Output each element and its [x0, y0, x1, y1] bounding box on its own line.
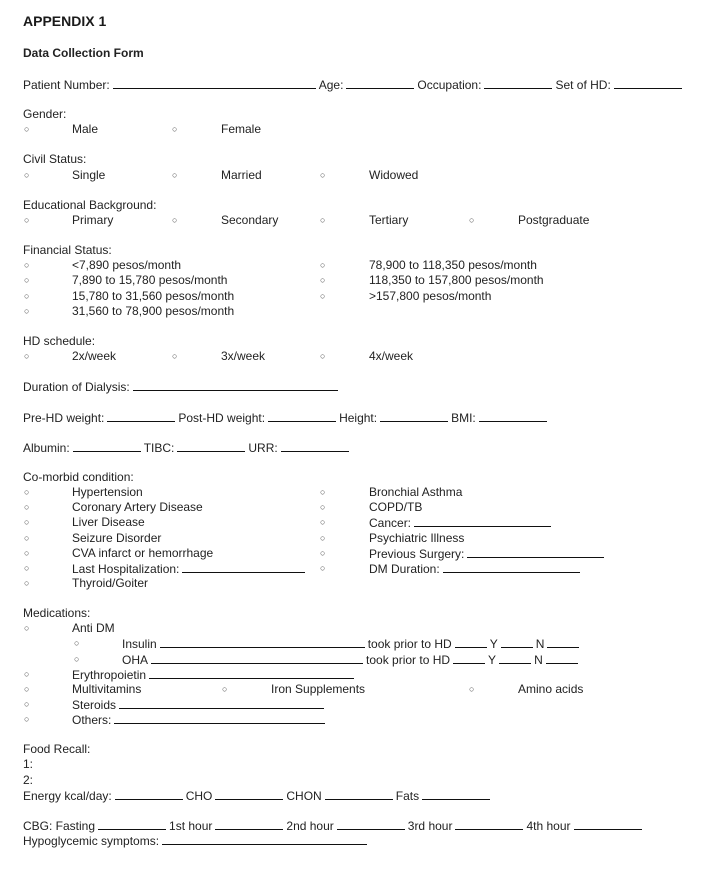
urr-field[interactable] [281, 440, 349, 452]
hour3-field[interactable] [455, 818, 523, 830]
check-surgery[interactable]: ○ [320, 548, 326, 558]
option-3x: 3x/week [221, 349, 266, 363]
option-copd: COPD/TB [369, 500, 423, 514]
check-copd[interactable]: ○ [320, 502, 326, 512]
option-fin-3: 15,780 to 31,560 pesos/month [72, 289, 235, 303]
bmi-label: BMI: [451, 411, 476, 425]
option-surgery: Previous Surgery: [369, 546, 607, 562]
cho-field[interactable] [215, 788, 283, 800]
check-thyroid[interactable]: ○ [24, 578, 30, 588]
age-field[interactable] [346, 77, 414, 89]
set-of-hd-label: Set of HD: [555, 78, 611, 92]
option-anti-dm: Anti DM [72, 621, 115, 635]
education-label: Educational Background: [23, 198, 157, 212]
check-cancer[interactable]: ○ [320, 517, 326, 527]
food-recall-label: Food Recall: [23, 742, 91, 756]
radio-male[interactable]: ○ [24, 124, 30, 134]
check-amino[interactable]: ○ [469, 684, 475, 694]
hour1-field[interactable] [215, 818, 283, 830]
patient-number-label: Patient Number: [23, 78, 110, 92]
radio-widowed[interactable]: ○ [320, 170, 326, 180]
energy-line: Energy kcal/day: CHO CHON Fats [23, 788, 493, 804]
tibc-label: TIBC: [143, 441, 175, 455]
option-married: Married [221, 168, 262, 182]
check-cva[interactable]: ○ [24, 548, 30, 558]
check-oha[interactable]: ○ [74, 654, 80, 664]
food-recall-1: 1: [23, 757, 34, 771]
radio-fin-7[interactable]: ○ [320, 291, 326, 301]
option-postgraduate: Postgraduate [518, 213, 590, 227]
option-iron: Iron Supplements [271, 682, 366, 696]
medications-label: Medications: [23, 606, 91, 620]
page-title: APPENDIX 1 [23, 13, 107, 29]
option-fin-7: >157,800 pesos/month [369, 289, 492, 303]
radio-married[interactable]: ○ [172, 170, 178, 180]
energy-field[interactable] [115, 788, 183, 800]
option-cva: CVA infarct or hemorrhage [72, 546, 214, 560]
option-last-hosp: Last Hospitalization: [72, 561, 308, 577]
check-erythropoietin[interactable]: ○ [24, 669, 30, 679]
radio-tertiary[interactable]: ○ [320, 215, 326, 225]
hd-schedule-label: HD schedule: [23, 334, 96, 348]
insulin-field[interactable] [160, 636, 365, 648]
insulin-prior-field[interactable] [455, 636, 487, 648]
pre-hd-field[interactable] [107, 410, 175, 422]
radio-fin-6[interactable]: ○ [320, 275, 326, 285]
check-anti-dm[interactable]: ○ [24, 623, 30, 633]
bmi-field[interactable] [479, 410, 547, 422]
radio-fin-2[interactable]: ○ [24, 275, 30, 285]
height-label: Height: [339, 411, 378, 425]
option-cancer: Cancer: [369, 515, 554, 531]
tibc-field[interactable] [177, 440, 245, 452]
albumin-field[interactable] [73, 440, 141, 452]
food-recall-2: 2: [23, 773, 34, 787]
financial-label: Financial Status: [23, 243, 112, 257]
radio-single[interactable]: ○ [24, 170, 30, 180]
urr-label: URR: [248, 441, 278, 455]
radio-secondary[interactable]: ○ [172, 215, 178, 225]
comorbid-label: Co-morbid condition: [23, 470, 134, 484]
option-fin-5: 78,900 to 118,350 pesos/month [369, 258, 537, 272]
radio-primary[interactable]: ○ [24, 215, 30, 225]
radio-fin-1[interactable]: ○ [24, 260, 30, 270]
labs-line [23, 440, 352, 456]
check-insulin[interactable]: ○ [74, 638, 80, 648]
option-female: Female [221, 122, 262, 136]
option-fin-2: 7,890 to 15,780 pesos/month [72, 273, 228, 287]
insulin-yes-field[interactable] [501, 636, 533, 648]
gender-label: Gender: [23, 107, 67, 121]
radio-2x[interactable]: ○ [24, 351, 30, 361]
hypo-field[interactable] [162, 833, 367, 845]
age-label: Age: [318, 78, 344, 92]
check-steroids[interactable]: ○ [24, 699, 30, 709]
option-thyroid: Thyroid/Goiter [72, 576, 149, 590]
check-psych[interactable]: ○ [320, 533, 326, 543]
post-hd-label: Post-HD weight: [178, 411, 266, 425]
check-dm-duration[interactable]: ○ [320, 563, 326, 573]
hypo-line: Hypoglycemic symptoms: [23, 833, 370, 849]
oha-prior-field[interactable] [453, 652, 485, 664]
others-field[interactable] [114, 712, 325, 724]
occupation-label: Occupation: [417, 78, 482, 92]
option-4x: 4x/week [369, 349, 414, 363]
option-multivitamins: Multivitamins [72, 682, 142, 696]
option-dm-duration: DM Duration: [369, 561, 583, 577]
measurements-line [23, 410, 550, 426]
radio-postgraduate[interactable]: ○ [469, 215, 475, 225]
duration-line [23, 379, 341, 395]
oha-line: OHA took prior to HD Y N [122, 652, 581, 668]
cancer-field[interactable] [414, 515, 551, 527]
fasting-field[interactable] [98, 818, 166, 830]
option-cad: Coronary Artery Disease [72, 500, 203, 514]
form-subtitle: Data Collection Form [23, 46, 144, 60]
duration-field[interactable] [133, 379, 338, 391]
duration-label: Duration of Dialysis: [23, 380, 130, 394]
option-fin-6: 118,350 to 157,800 pesos/month [369, 273, 544, 287]
occupation-field[interactable] [484, 77, 552, 89]
patient-number-field[interactable] [113, 77, 316, 89]
albumin-label: Albumin: [23, 441, 70, 455]
option-tertiary: Tertiary [369, 213, 409, 227]
option-single: Single [72, 168, 106, 182]
insulin-no-field[interactable] [547, 636, 579, 648]
option-fin-4: 31,560 to 78,900 pesos/month [72, 304, 235, 318]
check-seizure[interactable]: ○ [24, 533, 30, 543]
option-primary: Primary [72, 213, 114, 227]
patient-info-line [23, 77, 685, 93]
option-others: Others: [72, 712, 328, 728]
radio-fin-4[interactable]: ○ [24, 306, 30, 316]
option-amino: Amino acids [518, 682, 584, 696]
option-seizure: Seizure Disorder [72, 531, 162, 545]
fats-field[interactable] [422, 788, 490, 800]
option-liver: Liver Disease [72, 515, 145, 529]
dm-duration-field[interactable] [443, 561, 580, 573]
check-iron[interactable]: ○ [222, 684, 228, 694]
hour4-field[interactable] [574, 818, 642, 830]
chon-field[interactable] [325, 788, 393, 800]
check-others[interactable]: ○ [24, 714, 30, 724]
oha-field[interactable] [151, 652, 363, 664]
option-erythropoietin: Erythropoietin [72, 667, 357, 683]
cbg-line: CBG: Fasting 1st hour 2nd hour 3rd hour 4th hour [23, 818, 645, 834]
option-widowed: Widowed [369, 168, 419, 182]
last-hosp-field[interactable] [182, 561, 305, 573]
civil-status-label: Civil Status: [23, 152, 87, 166]
option-asthma: Bronchial Asthma [369, 485, 463, 499]
option-2x: 2x/week [72, 349, 117, 363]
insulin-line: Insulin took prior to HD Y N [122, 636, 582, 652]
option-male: Male [72, 122, 99, 136]
radio-3x[interactable]: ○ [172, 351, 178, 361]
option-fin-1: <7,890 pesos/month [72, 258, 182, 272]
option-psych: Psychiatric Illness [369, 531, 465, 545]
check-multivitamins[interactable]: ○ [24, 684, 30, 694]
hour2-field[interactable] [337, 818, 405, 830]
check-cad[interactable]: ○ [24, 502, 30, 512]
option-hypertension: Hypertension [72, 485, 143, 499]
erythropoietin-field[interactable] [149, 667, 354, 679]
radio-female[interactable]: ○ [172, 124, 178, 134]
steroids-field[interactable] [119, 697, 324, 709]
radio-fin-5[interactable]: ○ [320, 260, 326, 270]
check-last-hosp[interactable]: ○ [24, 563, 30, 573]
oha-no-field[interactable] [546, 652, 578, 664]
option-secondary: Secondary [221, 213, 279, 227]
height-field[interactable] [380, 410, 448, 422]
post-hd-field[interactable] [268, 410, 336, 422]
check-asthma[interactable]: ○ [320, 487, 326, 497]
radio-fin-3[interactable]: ○ [24, 291, 30, 301]
pre-hd-label: Pre-HD weight: [23, 411, 105, 425]
radio-4x[interactable]: ○ [320, 351, 326, 361]
option-steroids: Steroids [72, 697, 327, 713]
set-of-hd-field[interactable] [614, 77, 682, 89]
surgery-field[interactable] [467, 546, 604, 558]
check-liver[interactable]: ○ [24, 517, 30, 527]
oha-yes-field[interactable] [499, 652, 531, 664]
check-hypertension[interactable]: ○ [24, 487, 30, 497]
